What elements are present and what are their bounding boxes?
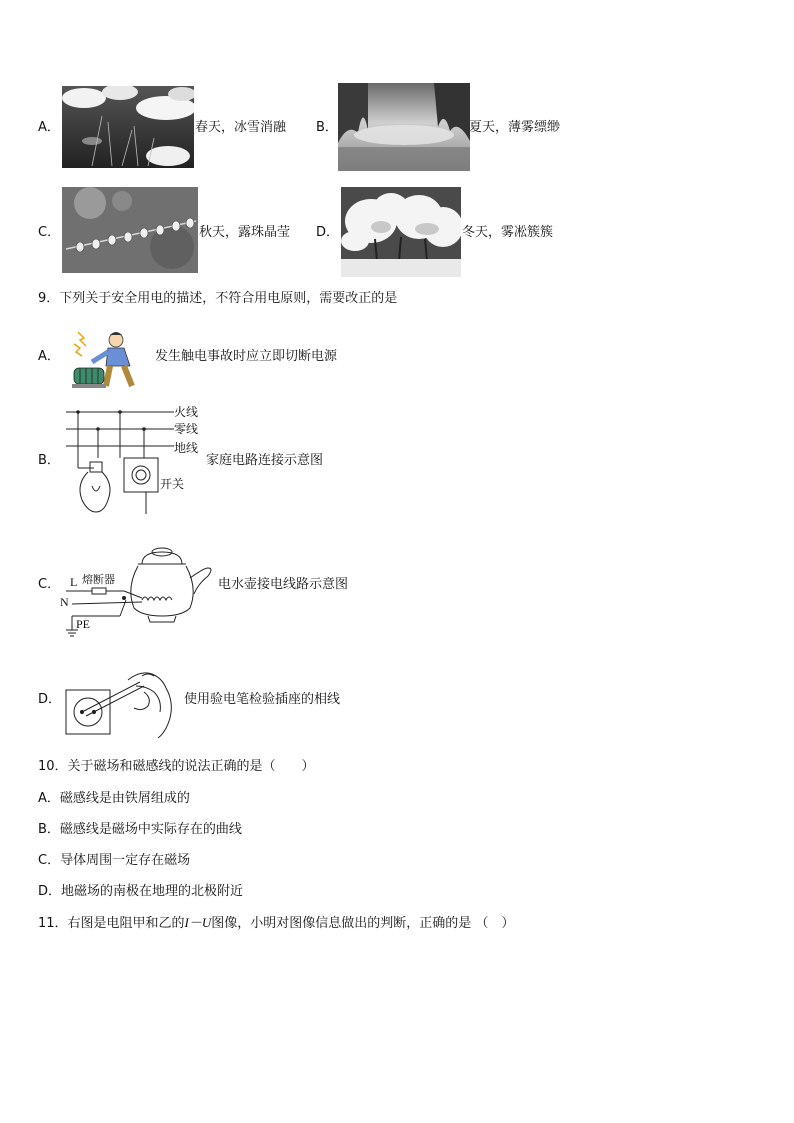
- fuse-label: 熔断器: [82, 573, 115, 586]
- q10-option-c: C．导体周围一定存在磁场: [38, 853, 191, 868]
- option-caption: 使用验电笔检验插座的相线: [184, 692, 341, 707]
- option-caption: 夏天，薄雾缥缈: [469, 120, 561, 135]
- option-caption: 电水壶接电线路示意图: [218, 577, 349, 592]
- option-caption: 家庭电路连接示意图: [206, 453, 324, 468]
- option-letter: A．: [38, 120, 60, 135]
- test-pen-socket-illustration: [62, 664, 180, 744]
- snow-melting-photo: [62, 86, 194, 168]
- option-letter: B．: [38, 453, 60, 468]
- ground-wire-label: 地线: [174, 441, 199, 455]
- q11-stem: [38, 915, 514, 932]
- q11-stem-after: 图像，小明对图像信息做出的判断，正确的是 （ ）: [211, 916, 515, 931]
- option-caption: 冬天，雾凇簇簇: [462, 225, 554, 240]
- household-circuit-diagram: [62, 402, 202, 518]
- option-letter: C．: [38, 225, 61, 240]
- electric-shock-illustration: [70, 326, 152, 390]
- option-letter: D．: [316, 225, 340, 240]
- neutral-terminal-label: N: [60, 595, 69, 609]
- mist-river-photo: [338, 83, 470, 171]
- dewdrops-photo: [62, 187, 198, 273]
- q11-stem-before: 11．右图是电阻甲和乙的: [38, 916, 185, 931]
- q10-option-d: D．地磁场的南极在地理的北极附近: [38, 884, 244, 899]
- q9-stem: 9．下列关于安全用电的描述，不符合用电原则，需要改正的是: [38, 291, 398, 306]
- option-caption: 秋天，露珠晶莹: [199, 225, 291, 240]
- option-letter: D．: [38, 692, 62, 707]
- rime-trees-photo: [341, 187, 461, 277]
- q10-option-b: B．磁感线是磁场中实际存在的曲线: [38, 822, 242, 837]
- q10-stem: 10．关于磁场和磁感线的说法正确的是（ ）: [38, 759, 315, 774]
- neutral-wire-label: 零线: [174, 422, 199, 436]
- pe-terminal-label: PE: [76, 617, 91, 631]
- switch-label: 开关: [160, 477, 185, 491]
- option-letter: C．: [38, 577, 61, 592]
- option-caption: 发生触电事故时应立即切断电源: [155, 349, 338, 364]
- q11-stem-math: I－U: [184, 915, 212, 930]
- option-letter: B．: [316, 120, 338, 135]
- live-wire-label: 火线: [174, 405, 199, 419]
- kettle-wiring-diagram: [58, 538, 216, 638]
- option-letter: A．: [38, 349, 60, 364]
- live-terminal-label: L: [70, 575, 78, 589]
- option-caption: 春天，冰雪消融: [195, 120, 287, 135]
- q10-option-a: A．磁感线是由铁屑组成的: [38, 791, 190, 806]
